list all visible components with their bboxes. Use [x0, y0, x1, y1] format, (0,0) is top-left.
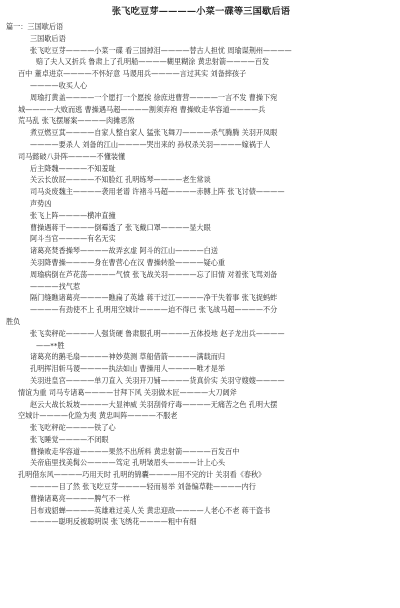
- text-line: 周瑜打黄盖————一个愿打一个愿挨 徐庶进曹营————一言不发 曹操下宛: [30, 92, 278, 102]
- text-line: 张飞上阵————横冲直撞: [30, 210, 116, 220]
- text-line: 赔了夫人又折兵 鲁肃上了孔明船————糊里糊涂 黄忠射箭————百发: [36, 57, 270, 67]
- text-line: 关羽进皇宫————单刀直入 关羽开刀铺————货真价实 关羽守嫂嫂————: [30, 375, 285, 385]
- text-line: 张飞吃豆芽————小菜一碟 看三国掉泪————替古人担忧 周瑜谋荆州————: [30, 45, 292, 55]
- text-line: 隔门缝瞧诸葛亮————瞧扁了英雄 蒋干过江————净干失着事 张飞捉蚂蚱: [30, 293, 278, 303]
- text-line: 荒马乱 张飞摆屠案————肉摊恶煞: [18, 116, 135, 126]
- text-line: 篇一：三国歇后语: [6, 22, 64, 31]
- text-line: 诸葛亮焚香操琴————故弄玄虚 阿斗的江山————白送: [30, 246, 218, 256]
- text-line: ————要杀人 刘备的江山————哭出来的 孙权杀关羽————嫁祸于人: [30, 139, 271, 149]
- text-line: ————目了然 张飞吃豆芽————轻而易举 刘备编草鞋————内行: [30, 482, 256, 492]
- text-line: 情谊为重 司马专诸葛————甘拜下风 关羽做木匠————大刀阔斧: [18, 387, 237, 397]
- text-line: 赵云大战长坂坡————大显神威 关羽刮骨疗毒————无痛苦之色 孔明大摆: [30, 399, 278, 409]
- text-line: 司马炎废魏主————袭用老谱 许褚斗马超————赤膊上阵 张飞讨债————: [30, 187, 285, 197]
- text-line: 孔明借东风————巧用天时 孔明的锦囊————用不完的计 关羽看《春秋》: [18, 470, 266, 480]
- text-line: ————聪明反被聪明误 张飞绣花————粗中有细: [30, 517, 197, 527]
- text-line: ————有劲使不上 孔明用空城计————迫不得已 张飞战马超————不分: [30, 305, 278, 315]
- document-title: 张飞吃豆芽————小菜一碟等三国歇后语: [111, 6, 291, 17]
- text-line: 关帝庙里找美髯公————笃定 孔明皱眉头————计上心头: [30, 458, 226, 468]
- text-line: 孔明挥泪斩马谡————执法如山 曹操用人————唯才是举: [30, 364, 226, 374]
- text-line: 阿斗当官————有名无实: [30, 234, 116, 244]
- document-body: [6, 21, 396, 528]
- text-line: 曹操败走华容道————果然不出所料 黄忠射箭————百发百中: [30, 446, 240, 456]
- text-line: 关羽降曹操————身在曹营心在汉 曹操转脸————疑心重: [30, 257, 226, 267]
- text-line: 空城计————化险为夷 黄忠叫阵————不服老: [18, 411, 178, 421]
- text-line: ————找气惹: [30, 281, 80, 291]
- text-line: 关云长放屁————不知脸红 孔明练琴————老生常谈: [30, 175, 211, 185]
- text-line: 胜负: [6, 316, 21, 326]
- text-line: 张飞卖秤砣————人强货硬 鲁肃服孔明————五体投地 赵子龙出兵————: [30, 328, 285, 338]
- text-line: 吕布戏貂蝉————英雄难过美人关 黄忠迎敌————人老心不老 蒋干盗书: [30, 505, 271, 515]
- text-line: 三国歇后语: [30, 33, 66, 43]
- text-line: ——**胜: [36, 340, 65, 350]
- text-line: 张飞睡觉————不闭眼: [30, 434, 109, 444]
- text-line: 诸葛亮的鹅毛扇————神妙莫测 草船借箭————满载而归: [30, 352, 226, 362]
- text-line: 百中 董卓进京————不怀好意 马谡用兵————言过其实 刘备摔孩子: [18, 69, 247, 79]
- text-line: 城————大败而逃 曹操遇马超————割须弃袍 曹操败走华容道————兵: [18, 104, 266, 114]
- text-line: 张飞吃秤砣————铁了心: [30, 423, 116, 433]
- text-line: 声势凶: [30, 198, 52, 208]
- text-line: 后主降魏————不知羞耻: [30, 163, 116, 173]
- text-line: 煮豆燃豆萁————自家人整自家人 猛张飞舞刀————杀气腾腾 关羽开凤眼: [30, 128, 278, 138]
- text-line: 曹操遇蒋干————倒霉透了 张飞戴口罩————显大眼: [30, 222, 211, 232]
- text-line: ————收买人心: [30, 80, 88, 90]
- text-line: 曹操诸葛亮————脾气不一样: [30, 493, 130, 503]
- text-line: 司马懿破八卦阵————不懂装懂: [18, 151, 126, 161]
- text-line: 周瑜病倒在芦花荡————气愤 张飞战关羽————忘了旧情 对着张飞骂刘备: [30, 269, 278, 279]
